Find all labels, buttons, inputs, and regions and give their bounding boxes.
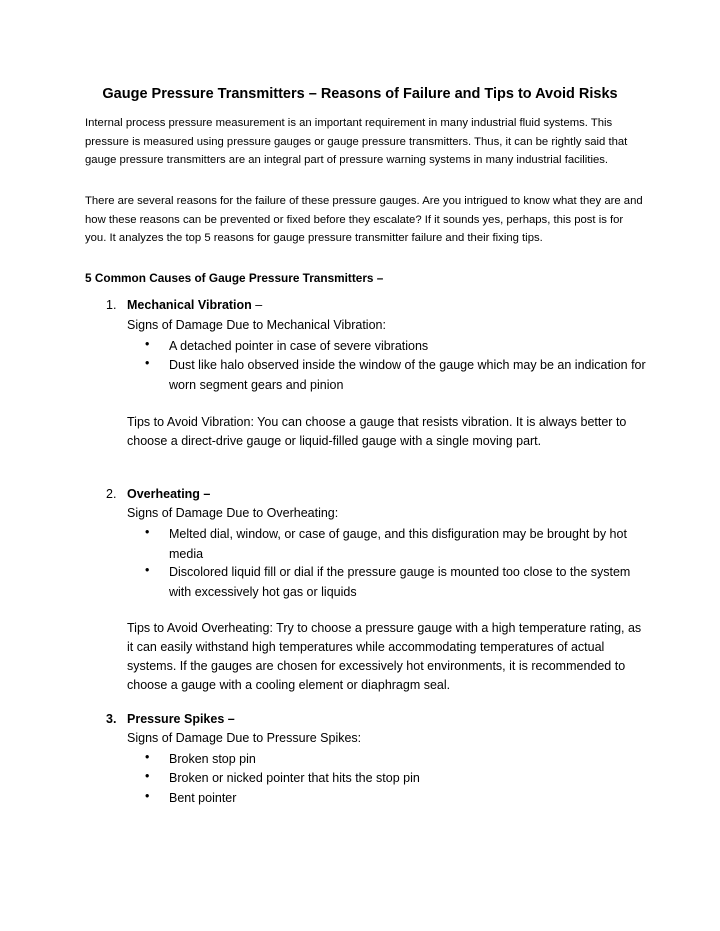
cause-3-sign-3: Bent pointer [169, 791, 237, 805]
cause-1-heading [127, 298, 262, 312]
section-heading: 5 Common Causes of Gauge Pressure Transmitters – [85, 271, 384, 285]
cause-3-signs-label: Signs of Damage Due to Pressure Spikes: [127, 731, 362, 745]
bullet-icon: • [145, 525, 150, 539]
bullet-icon: • [145, 356, 150, 370]
cause-1-title: Mechanical Vibration [127, 298, 252, 312]
cause-3-sign-1: Broken stop pin [169, 752, 256, 766]
intro-paragraph-1: Internal process pressure measurement is an important requirement in many industrial fluid systems. This pressure is measured using pressure gauges or gauge pressure transmitters. Thus, it can be rightly said that gauge pressure transmitters are an integral part of pressure warning systems in many industrial facilities. [85, 117, 628, 166]
cause-1-sign-2: Dust like halo observed inside the window of the gauge which may be an indication for worn segment gears and pinion [169, 358, 646, 392]
cause-1-number: 1. [106, 298, 117, 312]
cause-3-title: Pressure Spikes – [127, 712, 235, 726]
bullet-icon: • [145, 337, 150, 351]
cause-3-sign-2: Broken or nicked pointer that hits the stop pin [169, 771, 420, 785]
cause-1-signs-label: Signs of Damage Due to Mechanical Vibration: [127, 318, 386, 332]
cause-2-signs-label: Signs of Damage Due to Overheating: [127, 506, 339, 520]
document-title: Gauge Pressure Transmitters – Reasons of Failure and Tips to Avoid Risks [102, 86, 618, 102]
bullet-icon: • [145, 563, 150, 577]
bullet-icon: • [145, 769, 150, 783]
cause-2-sign-2: Discolored liquid fill or dial if the pressure gauge is mounted too close to the system with excessively hot gas or liquids [169, 565, 631, 599]
bullet-icon: • [145, 750, 150, 764]
cause-2-number: 2. [106, 487, 117, 501]
cause-1-tips: Tips to Avoid Vibration: You can choose a gauge that resists vibration. It is always better to choose a direct-drive gauge or liquid-filled gauge with a single moving part. [127, 415, 627, 448]
cause-1-title-suffix: – [251, 298, 263, 312]
bullet-icon: • [145, 789, 150, 803]
cause-2-title: Overheating – [127, 487, 211, 501]
cause-2-sign-1: Melted dial, window, or case of gauge, and this disfiguration may be brought by hot media [169, 527, 627, 561]
cause-2-tips: Tips to Avoid Overheating: Try to choose a pressure gauge with a high temperature rating, as it can easily withstand high temperatures while accommodating temperatures of actual systems. If the gauges are chosen for excessively hot environments, it is recommended to choose a gauge with a cooling element or diaphragm seal. [127, 621, 642, 692]
cause-1-sign-1: A detached pointer in case of severe vibrations [169, 339, 429, 353]
cause-3-number: 3. [106, 712, 117, 726]
intro-paragraph-2: There are several reasons for the failure of these pressure gauges. Are you intrigued to know what they are and how these reasons can be prevented or fixed before they escalate? If it sounds yes, perhaps, this post is for you. It analyzes the top 5 reasons for gauge pressure transmitter failure and their fixing tips. [85, 195, 643, 244]
